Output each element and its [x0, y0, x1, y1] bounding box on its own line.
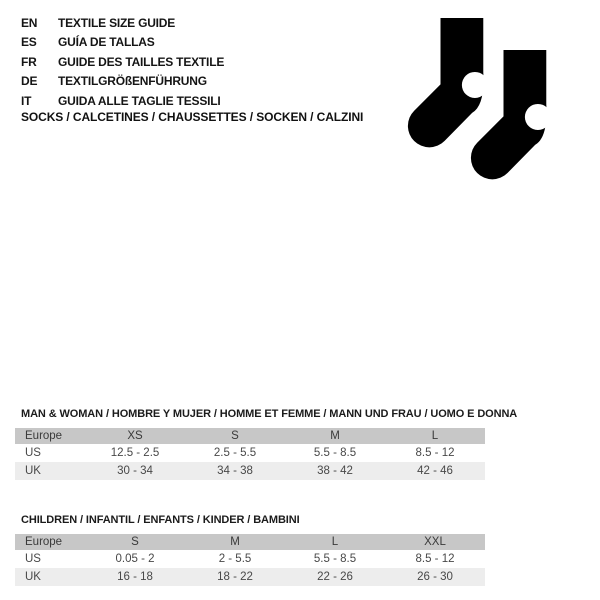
column-header-size: XXL — [424, 536, 446, 548]
size-value-cell: 8.5 - 12 — [415, 553, 455, 565]
column-header-region: Europe — [25, 536, 63, 548]
language-title: GUIDA ALLE TAGLIE TESSILI — [58, 93, 221, 108]
table-row — [15, 444, 485, 462]
table-row — [15, 550, 485, 568]
column-header-size: L — [331, 536, 339, 548]
size-value-cell: 0.05 - 2 — [115, 553, 155, 565]
size-value-cell: 2 - 5.5 — [218, 553, 252, 565]
size-value-cell: 16 - 18 — [117, 571, 153, 583]
column-header-size: M — [330, 430, 340, 442]
language-row — [21, 72, 224, 92]
column-header-size: L — [431, 430, 439, 442]
size-value-cell: 26 - 30 — [417, 571, 453, 583]
size-value-cell: 34 - 38 — [217, 465, 253, 477]
table-header-row — [15, 534, 485, 550]
language-code: DE — [21, 74, 38, 89]
language-code: FR — [21, 54, 37, 69]
size-table — [15, 428, 485, 480]
language-row — [21, 52, 224, 72]
size-value-cell: 8.5 - 12 — [415, 447, 455, 459]
language-row — [21, 33, 224, 53]
language-row — [21, 91, 224, 111]
language-code: ES — [21, 35, 37, 50]
size-value-cell: 5.5 - 8.5 — [313, 553, 357, 565]
language-row — [21, 13, 224, 33]
size-value-cell: 2.5 - 5.5 — [213, 447, 257, 459]
column-header-size: S — [131, 536, 139, 548]
table-row — [15, 568, 485, 586]
category-heading: SOCKS / CALCETINES / CHAUSSETTES / SOCKEN / CALZINI — [21, 110, 364, 124]
language-title: GUIDE DES TAILLES TEXTILE — [58, 54, 225, 69]
table-title: MAN & WOMAN / HOMBRE Y MUJER / HOMME ET FEMME / MANN UND FRAU / UOMO E DONNA — [21, 408, 518, 420]
size-value-cell: 38 - 42 — [317, 465, 353, 477]
table-row — [15, 462, 485, 480]
language-list — [21, 13, 224, 111]
size-value-cell: 30 - 34 — [117, 465, 153, 477]
column-header-size: XS — [127, 430, 143, 442]
size-value-cell: 18 - 22 — [217, 571, 253, 583]
size-value-cell: 22 - 26 — [317, 571, 353, 583]
size-value-cell: 42 - 46 — [417, 465, 453, 477]
language-title: GUÍA DE TALLAS — [58, 35, 155, 50]
row-label: UK — [25, 465, 41, 477]
column-header-region: Europe — [25, 430, 63, 442]
language-title: TEXTILE SIZE GUIDE — [58, 15, 176, 30]
language-code: EN — [21, 15, 38, 30]
language-code: IT — [21, 93, 32, 108]
table-title: CHILDREN / INFANTIL / ENFANTS / KINDER / BAMBINI — [21, 514, 300, 526]
size-value-cell: 12.5 - 2.5 — [110, 447, 160, 459]
table-header-row — [15, 428, 485, 444]
row-label: US — [25, 553, 41, 565]
size-table-section — [15, 408, 518, 480]
row-label: US — [25, 447, 41, 459]
column-header-size: S — [231, 430, 239, 442]
language-title: TEXTILGRÖßENFÜHRUNG — [58, 74, 207, 89]
column-header-size: M — [230, 536, 240, 548]
size-value-cell: 5.5 - 8.5 — [313, 447, 357, 459]
socks-icon — [400, 10, 570, 190]
size-table-section — [15, 514, 485, 586]
row-label: UK — [25, 571, 41, 583]
size-table — [15, 534, 485, 586]
